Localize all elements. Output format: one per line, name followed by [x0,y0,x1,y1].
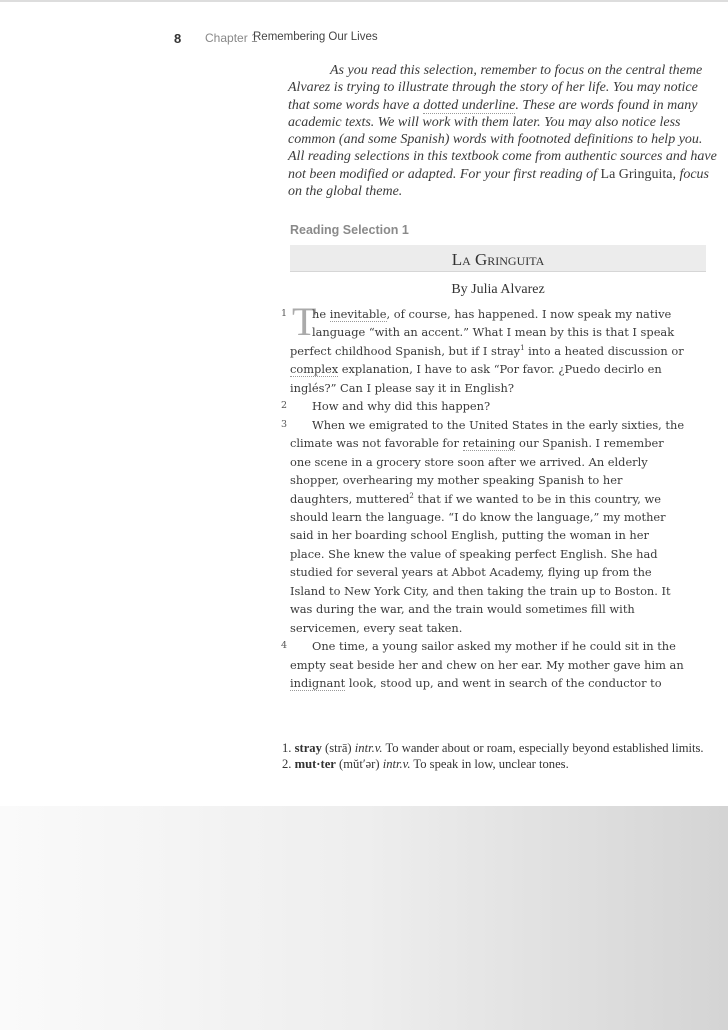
text-segment: into a heated discussion or [524,343,684,358]
scan-edge [0,0,728,2]
text-segment: One time, a young sailor asked my mother if he could sit in the [312,639,676,654]
text-segment: explanation, I have to ask “Por favor. ¿Puedo decirlo en [338,362,662,377]
footnote-part-of-speech: intr.v. [354,741,383,755]
text-segment: When we emigrated to the United States in the early sixties, the [312,417,685,432]
reading-selection-label: Reading Selection 1 [290,223,409,237]
text-line [281,416,685,434]
intro-line [288,166,717,183]
text-segment: La Gringuita [600,166,673,182]
text-segment: All reading selections in this textbook come from authentic sources and have [288,149,717,165]
paragraph-number: 4 [281,640,288,652]
footnote-ref: 1 [520,343,525,352]
text-line [290,379,684,397]
text-segment: As you read this selection, remember to focus on the central theme [330,63,703,78]
page-number: 8 [174,31,182,46]
intro-line [288,114,717,131]
intro-instructions [288,62,717,200]
text-line [290,508,684,526]
text-line [290,600,684,618]
selection-title: La Gringuita [451,250,545,269]
paragraph-number: 1 [281,308,288,319]
text-segment: shopper, overhearing my mother speaking Spanish to her [290,473,623,488]
footnote-definition: To wander about or roam, especially beyond established limits. [385,741,704,755]
text-line [290,563,684,581]
text-segment: look, stood up, and went in search of the conductor to [345,676,662,691]
text-segment: perfect childhood Spanish, but if I stray [290,343,521,358]
text-segment: studied for several years at Abbot Academy, flying up from the [290,565,652,580]
intro-line [288,62,717,79]
paragraph-number: 2 [281,400,288,412]
intro-line [288,79,717,96]
text-segment: common (and some Spanish) words with footnoted definitions to help you. [288,132,703,148]
text-segment: inglés?” Can I please say it in English? [290,380,514,395]
text-segment: How and why did this happen? [312,399,491,414]
text-line [290,674,684,692]
footnote-1 [282,741,704,756]
text-segment: Island to New York City, and then taking the train up to Boston. It [290,583,671,598]
intro-line [288,97,717,114]
academic-word: complex [290,362,339,377]
text-line [290,453,684,471]
text-segment: academic texts. We will work with them later. You may also notice less [288,114,681,130]
academic-word: dotted underline [423,97,516,113]
text-segment: was during the war, and the train would sometimes fill with [290,602,635,617]
drop-cap: T [292,299,317,344]
text-line [290,323,684,341]
text-segment: daughters, muttered [290,491,410,506]
text-line [290,342,684,360]
footnote-ref: 2 [409,491,414,500]
text-segment: climate was not favorable for [290,436,463,451]
scan-background [0,806,728,1030]
text-line [290,656,684,674]
footnote-2 [282,757,569,772]
academic-word: retaining [462,436,516,451]
byline: By Julia Alvarez [451,282,545,297]
text-line [290,545,684,563]
text-line [281,397,684,415]
text-segment: he [312,307,330,321]
footnote-word: stray [294,741,322,755]
academic-word: inevitable [329,307,387,321]
text-segment: . These are words found in many [515,97,698,113]
text-line [290,526,684,544]
text-line [281,305,684,323]
intro-line [288,148,717,165]
chapter-title: Remembering Our Lives [253,31,378,43]
footnote-part-of-speech: intr.v. [382,757,411,771]
text-segment: should learn the language. “I do know the language,” my mother [290,509,666,524]
footnote-pronunciation: (strā) [325,741,352,755]
text-segment: one scene in a grocery store soon after we arrived. An elderly [290,454,648,469]
footnote-number: 1. [282,741,292,755]
paragraph-number: 3 [281,418,288,430]
text-segment: place. She knew the value of speaking perfect English. She had [290,546,658,561]
text-segment: said in her boarding school English, putting the woman in her [290,528,649,543]
text-line [290,471,684,489]
text-segment: on the global theme. [288,184,403,200]
text-segment: not been modified or adapted. For your first reading of [288,166,601,182]
text-segment: empty seat beside her and chew on her ear. My mother gave him an [290,657,684,672]
text-segment: , focus [672,166,709,182]
footnote-number: 2. [282,757,292,771]
text-segment: our Spanish. I remember [515,436,664,451]
text-segment: that some words have a [288,97,424,113]
text-line [290,434,684,452]
academic-word: indignant [290,676,346,691]
text-line [281,637,684,655]
text-line [290,490,684,508]
footnote-word: mut·ter [294,757,336,771]
footnote-pronunciation: (mŭt′ər) [339,757,380,771]
text-line [290,582,684,600]
footnote-definition: To speak in low, unclear tones. [413,757,569,771]
intro-line [288,131,717,148]
text-segment: , of course, has happened. I now speak my native [386,307,672,321]
chapter-label: Chapter 1 [205,31,258,45]
intro-line [288,183,717,200]
text-segment: servicemen, every seat taken. [290,620,463,635]
text-segment: Alvarez is trying to illustrate through the story of her life. You may notice [288,80,698,96]
reading-text [281,299,685,693]
text-segment: language “with an accent.” What I mean by this is that I speak [312,325,675,340]
text-line [290,619,684,637]
text-segment: that if we wanted to be in this country, we [413,491,662,506]
text-line [290,360,684,378]
